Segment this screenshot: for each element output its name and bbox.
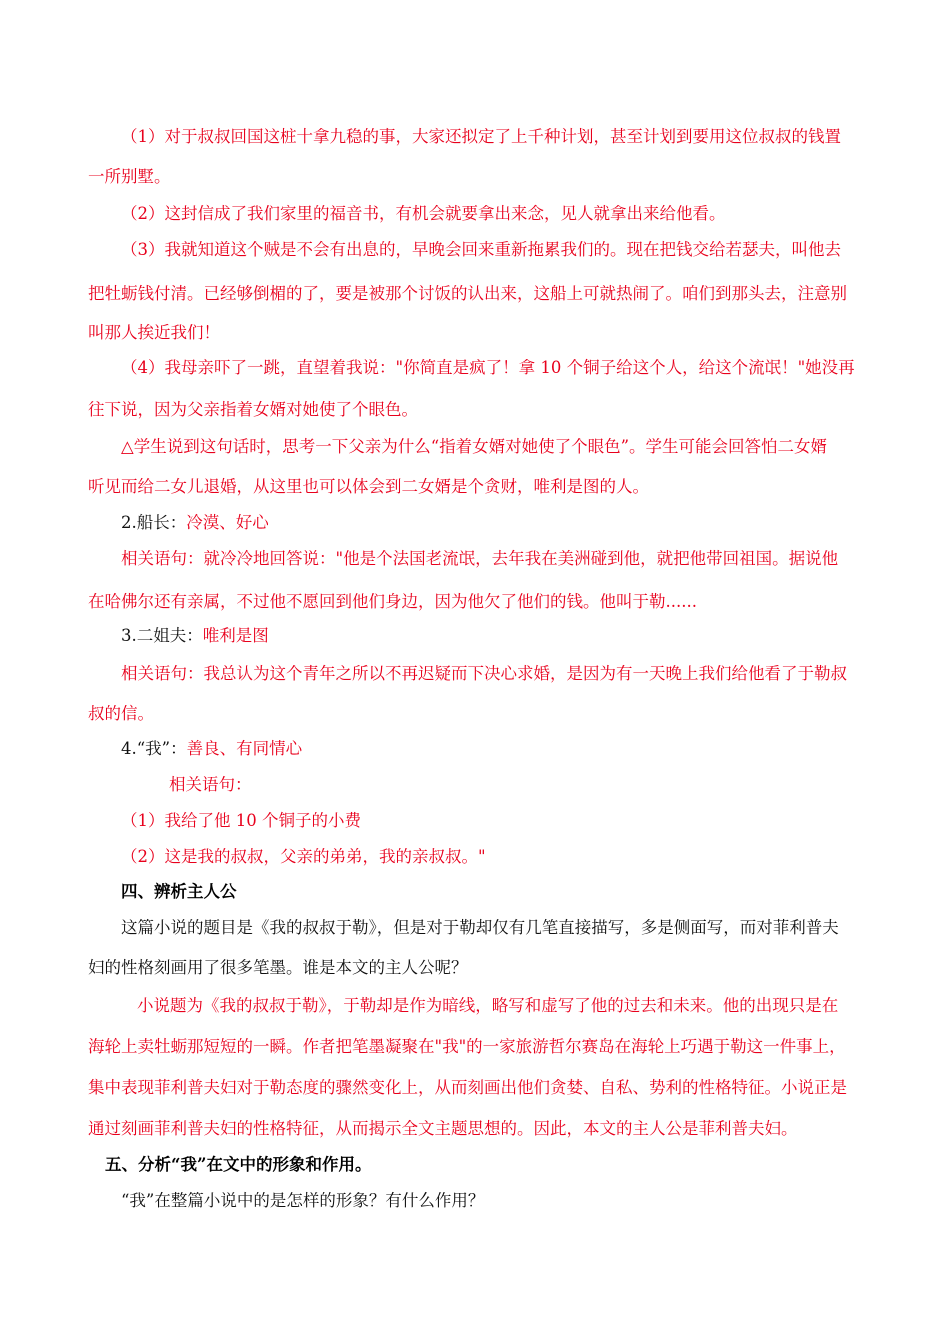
paragraph-line: △学生说到这句话时，思考一下父亲为什么“指着女婿对她使了个眼色”。学生可能会回答怕二女婿 — [121, 437, 828, 456]
paragraph-line: 往下说，因为父亲指着女婿对她使了个眼色。 — [88, 400, 418, 419]
item-value: 冷漠、好心 — [186, 513, 269, 532]
paragraph-line: （3）我就知道这个贼是不会有出息的，早晚会回来重新拖累我们的。现在把钱交给若瑟夫，叫他去 — [121, 240, 841, 259]
paragraph-line: “我”在整篇小说中的是怎样的形象？有什么作用？ — [121, 1191, 485, 1210]
paragraph-line: 叫那人挨近我们！ — [88, 323, 220, 342]
item-label: 2.船长： — [121, 513, 187, 532]
paragraph-line: 在哈佛尔还有亲属，不过他不愿回到他们身边，因为他欠了他们的钱。他叫于勒...... — [88, 592, 697, 611]
paragraph-line: 一所别墅。 — [88, 167, 171, 186]
item-value: 唯利是图 — [202, 626, 269, 645]
paragraph-line: 海轮上卖牡蛎那短短的一瞬。作者把笔墨凝聚在"我"的一家旅游哲尔赛岛在海轮上巧遇于勒这一件事上， — [88, 1037, 846, 1056]
section-item-me — [121, 738, 901, 760]
paragraph-line: 听见而给二女儿退婚，从这里也可以体会到二女婿是个贪财，唯利是图的人。 — [88, 477, 649, 496]
paragraph-line: 相关语句： — [169, 775, 252, 794]
paragraph-line: （4）我母亲吓了一跳，直望着我说："你简直是疯了！拿 10 个铜子给这个人，给这个流氓！"她没再 — [121, 358, 855, 377]
paragraph-line: 小说题为《我的叔叔于勒》，于勒却是作为暗线，略写和虚写了他的过去和未来。他的出现只是在 — [137, 996, 839, 1015]
paragraph-line: 相关语句：就冷冷地回答说："他是个法国老流氓，去年我在美洲碰到他，就把他带回祖国。据说他 — [121, 549, 839, 568]
paragraph-line: 集中表现菲利普夫妇对于勒态度的骤然变化上，从而刻画出他们贪婪、自私、势利的性格特征。小说正是 — [88, 1078, 847, 1097]
section-item-captain — [121, 512, 901, 534]
paragraph-line: 相关语句：我总认为这个青年之所以不再迟疑而下决心求婚，是因为有一天晚上我们给他看了于勒叔 — [121, 664, 847, 683]
section-heading-4: 四、辨析主人公 — [121, 882, 237, 901]
item-label: 4.“我”： — [121, 739, 187, 758]
paragraph-line: （2）这封信成了我们家里的福音书，有机会就要拿出来念，见人就拿出来给他看。 — [121, 204, 726, 223]
paragraph-line: 这篇小说的题目是《我的叔叔于勒》，但是对于勒却仅有几笔直接描写，多是侧面写，而对菲利普夫 — [121, 918, 839, 937]
paragraph-line: 把牡蛎钱付清。已经够倒楣的了，要是被那个讨饭的认出来，这船上可就热闹了。咱们到那头去，注意别 — [88, 284, 847, 303]
item-label: 3.二姐夫： — [121, 626, 203, 645]
section-item-brother-in-law — [121, 625, 901, 647]
paragraph-line: 通过刻画菲利普夫妇的性格特征，从而揭示全文主题思想的。因此，本文的主人公是菲利普夫妇。 — [88, 1119, 798, 1138]
paragraph-line: （1）对于叔叔回国这桩十拿九稳的事，大家还拟定了上千种计划，甚至计划到要用这位叔叔的钱置 — [121, 127, 841, 146]
paragraph-line: （2）这是我的叔叔，父亲的弟弟，我的亲叔叔。" — [121, 847, 486, 866]
section-heading-5: 五、分析“我”在文中的形象和作用。 — [105, 1155, 372, 1174]
paragraph-line: 妇的性格刻画用了很多笔墨。谁是本文的主人公呢？ — [88, 958, 468, 977]
paragraph-line: 叔的信。 — [88, 704, 154, 723]
item-value: 善良、有同情心 — [186, 739, 303, 758]
paragraph-line: （1）我给了他 10 个铜子的小费 — [121, 811, 361, 830]
